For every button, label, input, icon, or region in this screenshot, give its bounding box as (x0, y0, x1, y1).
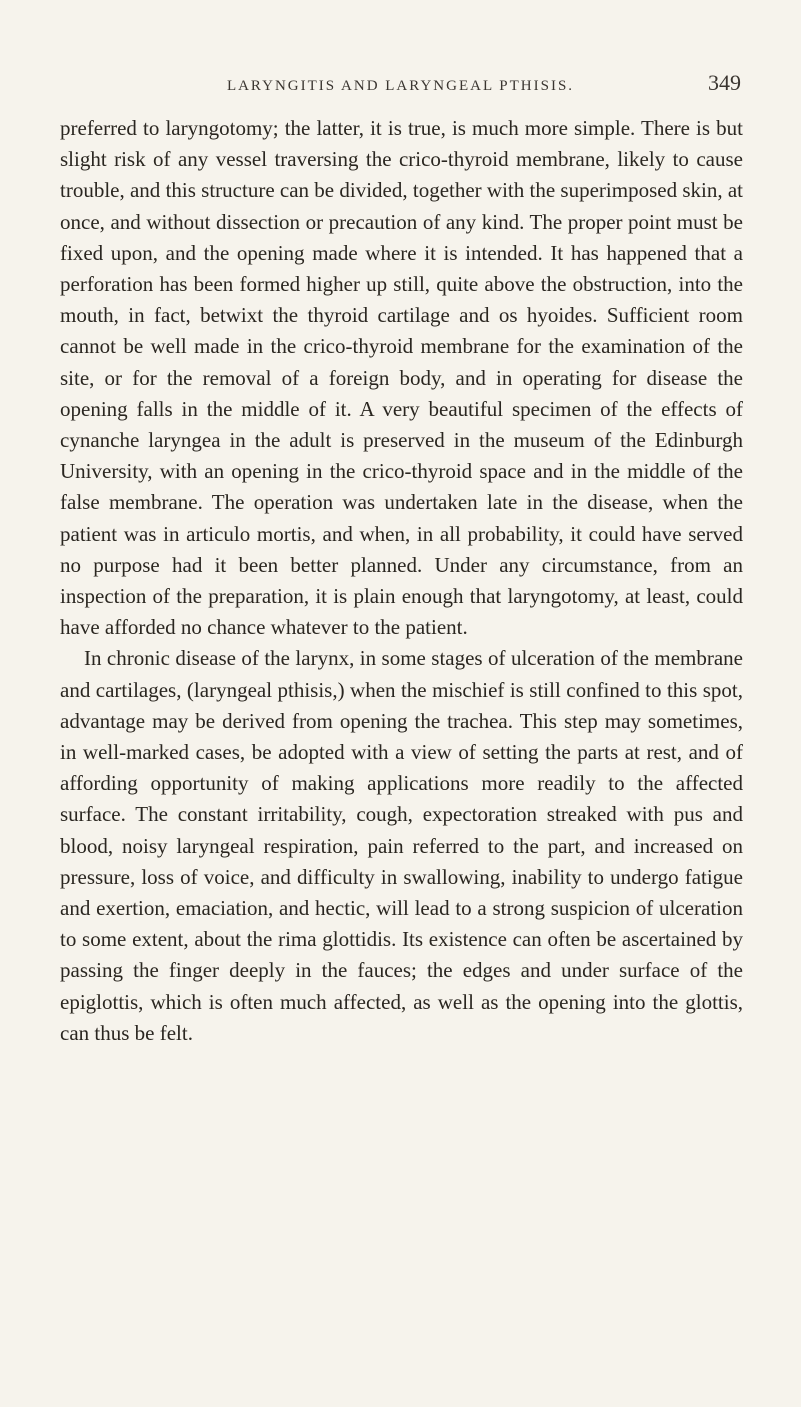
paragraph-continued: preferred to laryngotomy; the latter, it is true, is much more simple. There is but slight risk of any vessel traversing the crico-thyroid membrane, likely to cause trouble, and this structure can be divided, together with the superimposed skin, at once, and without dissection or precaution of any kind. The proper point must be fixed upon, and the opening made where it is intended. It has happened that a perforation has been formed higher up still, quite above the obstruction, into the mouth, in fact, betwixt the thyroid cartilage and os hyoides. Sufficient room cannot be well made in the crico-thyroid membrane for the examination of the site, or for the removal of a foreign body, and in operating for disease the opening falls in the middle of it. A very beautiful specimen of the effects of cynanche laryngea in the adult is preserved in the museum of the Edinburgh University, with an opening in the crico-thyroid space and in the middle of the false membrane. The operation was undertaken late in the disease, when the patient was in articulo mortis, and when, in all probability, it could have served no purpose had it been better planned. Under any circumstance, from an inspection of the preparation, it is plain enough that laryngotomy, at least, could have afforded no chance whatever to the patient. (60, 116, 743, 640)
body-text (60, 113, 743, 1049)
paragraph-chronic-disease: In chronic disease of the larynx, in some stages of ulceration of the membrane and cartilages, (laryngeal pthisis,) when the mischief is still confined to this spot, advantage may be derived from opening the trachea. This step may sometimes, in well-marked cases, be adopted with a view of setting the parts at rest, and of affording opportunity of making applications more readily to the affected surface. The constant irritability, cough, expectoration streaked with pus and blood, noisy laryngeal respiration, pain referred to the part, and increased on pressure, loss of voice, and difficulty in swallowing, inability to undergo fatigue and exertion, emaciation, and hectic, will lead to a strong suspicion of ulceration to some extent, about the rima glottidis. Its existence can often be ascertained by passing the finger deeply in the fauces; the edges and under surface of the epiglottis, which is often much affected, as well as the opening into the glottis, can thus be felt. (60, 646, 743, 1045)
running-head: LARYNGITIS AND LARYNGEAL PTHISIS. (226, 78, 575, 94)
page-number: 349 (708, 70, 741, 95)
